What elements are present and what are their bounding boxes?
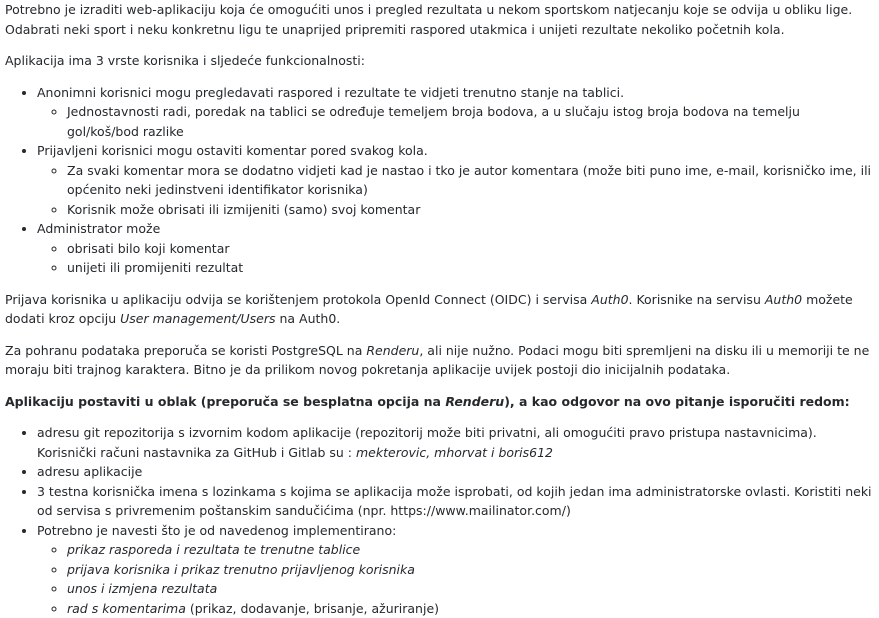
list-item: • adresu aplikacije xyxy=(37,462,875,482)
intro-paragraph: Potrebno je izraditi web-aplikaciju koja će omogućiti unos i pregled rezultata u nekom sportskom natjecanju koje se odvija u obliku lige. Odabrati neki sport i neku konkretnu ligu te unaprijed pripremiti raspored utakmica i unijeti rezultate nekoliko početnih kola. xyxy=(5,0,875,39)
list-item xyxy=(37,83,875,142)
list-item: ◦ obrisati bilo koji komentar xyxy=(67,239,875,259)
list-item: • 3 testna korisnička imena s lozinkama s kojima se aplikacija može isprobati, od kojih jedan ima administratorske ovlasti. Koristiti neki od servisa s privremenim poštanskim sandučićima (npr. https://www.mailinator.com/) xyxy=(37,482,875,521)
deploy-heading xyxy=(5,392,875,412)
list-item: ◦ Za svaki komentar mora se dodatno vidjeti kad je nastao i tko je autor komentara (može biti puno ime, e-mail, korisničko ime, ili općenito neki jedinstveni identifikator korisnika) xyxy=(67,161,875,200)
list-item xyxy=(37,219,875,278)
implemented-sublist xyxy=(37,540,875,618)
deploy-text: Aplikaciju postaviti u oblak (preporuča se besplatna opcija na xyxy=(5,394,445,409)
anon-users-text: Anonimni korisnici mogu pregledavati raspored i rezultate te vidjeti trenutno stanje na tablici. xyxy=(37,85,624,100)
user-types-heading: Aplikacija ima 3 vrste korisnika i sljedeće funkcionalnosti: xyxy=(5,51,875,71)
list-item: ◦ unijeti ili promijeniti rezultat xyxy=(67,258,875,278)
storage-paragraph xyxy=(5,341,875,380)
list-item: ◦ Jednostavnosti radi, poredak na tablici se određuje temeljem broja bodova, a u slučaju istog broja bodova na temelju gol/koš/bod razlike xyxy=(67,102,875,141)
deploy-strong xyxy=(5,394,850,409)
implemented-text: Potrebno je navesti što je od navedenog implementirano: xyxy=(37,523,396,538)
list-item xyxy=(67,599,875,618)
auth-text: na Auth0. xyxy=(276,311,341,326)
auth-paragraph xyxy=(5,290,875,329)
auth-text: . Korisnike na servisu xyxy=(629,292,765,307)
impl-item-text: prijava korisnika i prikaz trenutno prijavljenog korisnika xyxy=(67,562,415,577)
list-item xyxy=(67,560,875,580)
admin-sublist xyxy=(37,239,875,278)
impl-item-rest: (prikaz, dodavanje, brisanje, ažuriranje) xyxy=(186,601,439,616)
deliverables-list xyxy=(5,423,875,618)
user-types-list xyxy=(5,83,875,278)
list-item xyxy=(37,521,875,618)
impl-item-text: unos i izmjena rezultata xyxy=(67,581,217,596)
render-name: Renderu xyxy=(445,394,504,409)
logged-users-text: Prijavljeni korisnici mogu ostaviti komentar pored svakog kola. xyxy=(37,143,428,158)
auth0-service-name: Auth0 xyxy=(591,292,628,307)
auth-text: možete dodati kroz opciju xyxy=(5,292,853,327)
storage-text: Za pohranu podataka preporuča se koristi PostgreSQL na xyxy=(5,343,366,358)
list-item xyxy=(37,423,875,462)
list-item xyxy=(67,540,875,560)
list-item xyxy=(67,579,875,599)
deploy-text: ), a kao odgovor na ovo pitanje isporučiti redom: xyxy=(504,394,849,409)
auth0-service-name: Auth0 xyxy=(765,292,802,307)
auth0-menu-path: User management/Users xyxy=(120,311,275,326)
render-name: Renderu xyxy=(366,343,419,358)
list-item: ◦ Korisnik može obrisati ili izmijeniti (samo) svoj komentar xyxy=(67,200,875,220)
auth-text: Prijava korisnika u aplikaciju odvija se korištenjem protokola OpenId Connect (OIDC) i servisa xyxy=(5,292,591,307)
storage-text: , ali nije nužno. Podaci mogu biti spremljeni na disku ili u memoriji te ne moraju biti trajnog karaktera. Bitno je da prilikom novog pokretanja aplikacije uvijek postoji dio inicijalnih podataka. xyxy=(5,343,869,378)
logged-sublist xyxy=(37,161,875,220)
anon-sublist xyxy=(37,102,875,141)
impl-item-text: prikaz rasporeda i rezultata te trenutne tablice xyxy=(67,542,360,557)
admin-text: Administrator može xyxy=(37,221,160,236)
list-item xyxy=(37,141,875,219)
repo-text: adresu git repozitorija s izvornim kodom aplikacije (repozitorij može biti privatni, ali omogućiti pravo pristupa nastavnicima). Korisnički računi nastavnika za GitHub i Gitlab su : xyxy=(37,425,817,460)
impl-item-text: rad s komentarima xyxy=(67,601,186,616)
teacher-accounts: mekterovic, mhorvat i boris612 xyxy=(356,445,553,460)
